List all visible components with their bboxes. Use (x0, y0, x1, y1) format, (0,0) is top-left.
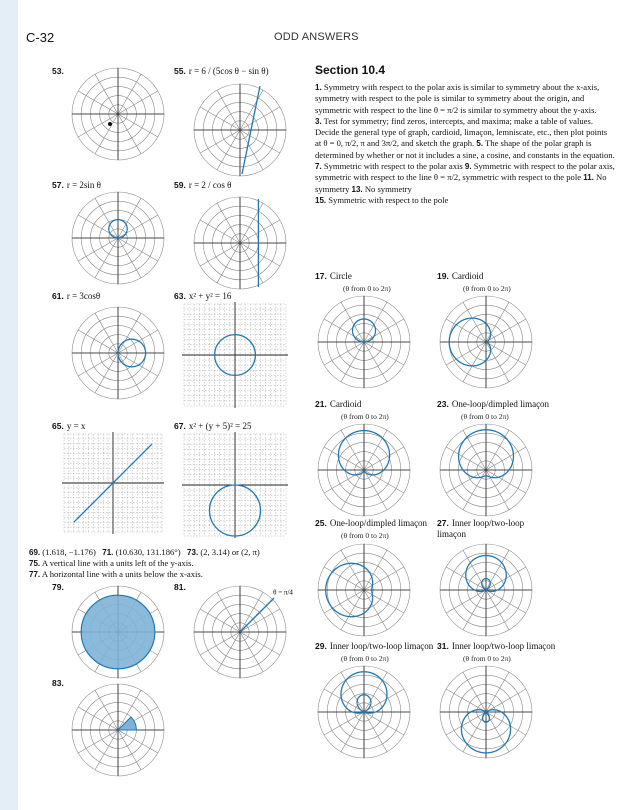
answer-75: 75. A vertical line with a units left of the y-axis. (29, 558, 194, 568)
polar-graph-79 (70, 584, 166, 680)
problem-79-label: 79. (52, 582, 64, 592)
polar-graph-81 (192, 584, 293, 680)
polar-graph-29 (316, 664, 412, 760)
answer-77: 77. A horizontal line with a units below the x-axis. (29, 569, 203, 579)
problem-21-range: (θ from 0 to 2π) (341, 412, 389, 421)
problem-25-label: 25. One-loop/dimpled limaçon (315, 518, 428, 528)
problem-57-label: 57. r = 2sin θ (52, 180, 101, 190)
problem-61-label: 61. r = 3cosθ (52, 291, 101, 301)
problem-63-label: 63. x² + y² = 16 (174, 291, 232, 301)
shaded-region (81, 595, 155, 669)
problem-67-label: 67. x² + (y + 5)² = 25 (174, 421, 252, 431)
problem-83-label: 83. (52, 678, 64, 688)
problem-19-range: (θ from 0 to 2π) (463, 284, 511, 293)
cartesian-graph-65 (60, 430, 166, 536)
problem-23-label: 23. One-loop/dimpled limaçon (437, 399, 550, 409)
answers-69-73: 69. (1.618, −1.176) 71. (10.630, 131.186°) 73. (2, 3.14) or (2, π) (29, 547, 260, 557)
problem-81-label: 81. (174, 582, 186, 592)
polar-graph-21 (316, 422, 412, 518)
polar-graph-53 (70, 66, 166, 162)
section-title: Section 10.4 (315, 63, 386, 77)
theta-label: θ = π/4 (273, 588, 293, 597)
problem-55-label: 55. r = 6 / (5cos θ − sin θ) (174, 66, 269, 76)
problem-17-label: 17. Circle (315, 271, 352, 281)
problem-65-label: 65. y = x (52, 421, 86, 431)
cartesian-graph-63 (180, 300, 290, 410)
polar-graph-17 (316, 294, 412, 390)
polar-graph-19 (438, 294, 534, 390)
section-answers-text: 1. Symmetry with respect to the polar axis is similar to symmetry about the x-axis, symmetry with respect to the pole is similar to symmetry about the origin, and symmetric with respect to the line θ = π/2 is similar to symmetry about the y-axis. 3. Test for symmetry; find zeros, intercepts, and maxima; make a table of values. Decide the general type of graph, cardioid, limaçon, lemniscate, etc., then plot points at θ = 0, π/2, π and 3π/2, and sketch the graph. 5. The shape of the polar graph is determined by whether or not it includes a sine, a cosine, and constants in the equation. 7. Symmetric with respect to the polar axis 9. Symmetric with respect to the polar axis, symmetric with respect to the line θ = π/2, symmetric with respect to the pole 11. No symmetry 13. No symmetry 15. Symmetric with respect to the pole (315, 82, 615, 205)
problem-31-range: (θ from 0 to 2π) (463, 654, 511, 663)
problem-59-label: 59. r = 2 / cos θ (174, 180, 232, 190)
problem-27-label: 27. Inner loop/two-loop limaçon (437, 518, 525, 539)
problem-21-label: 21. Cardioid (315, 399, 362, 409)
polar-graph-61 (70, 305, 166, 401)
page-header (26, 30, 606, 46)
polar-graph-25 (316, 542, 412, 638)
problem-19-label: 19. Cardioid (437, 271, 484, 281)
polar-graph-23 (438, 422, 534, 518)
problem-17-range: (θ from 0 to 2π) (343, 284, 391, 293)
polar-graph-83 (70, 682, 166, 778)
problem-29-label: 29. Inner loop/two-loop limaçon (315, 641, 434, 651)
page-edge-band (0, 0, 18, 810)
problem-23-range: (θ from 0 to 2π) (461, 412, 509, 421)
polar-graph-27 (438, 542, 534, 638)
problem-53-label: 53. (52, 66, 64, 76)
shaded-region (118, 717, 136, 730)
polar-graph-55 (192, 82, 288, 178)
polar-graph-31 (438, 664, 534, 760)
polar-graph-57 (70, 190, 166, 286)
polar-graph-59 (192, 195, 288, 291)
cartesian-graph-67 (180, 430, 290, 540)
problem-31-label: 31. Inner loop/two-loop limaçon (437, 641, 556, 651)
problem-29-range: (θ from 0 to 2π) (341, 654, 389, 663)
problem-25-range: (θ from 0 to 2π) (341, 531, 389, 540)
plotted-point (108, 122, 112, 126)
running-head: ODD ANSWERS (274, 31, 359, 43)
page-number: C-32 (26, 30, 55, 45)
